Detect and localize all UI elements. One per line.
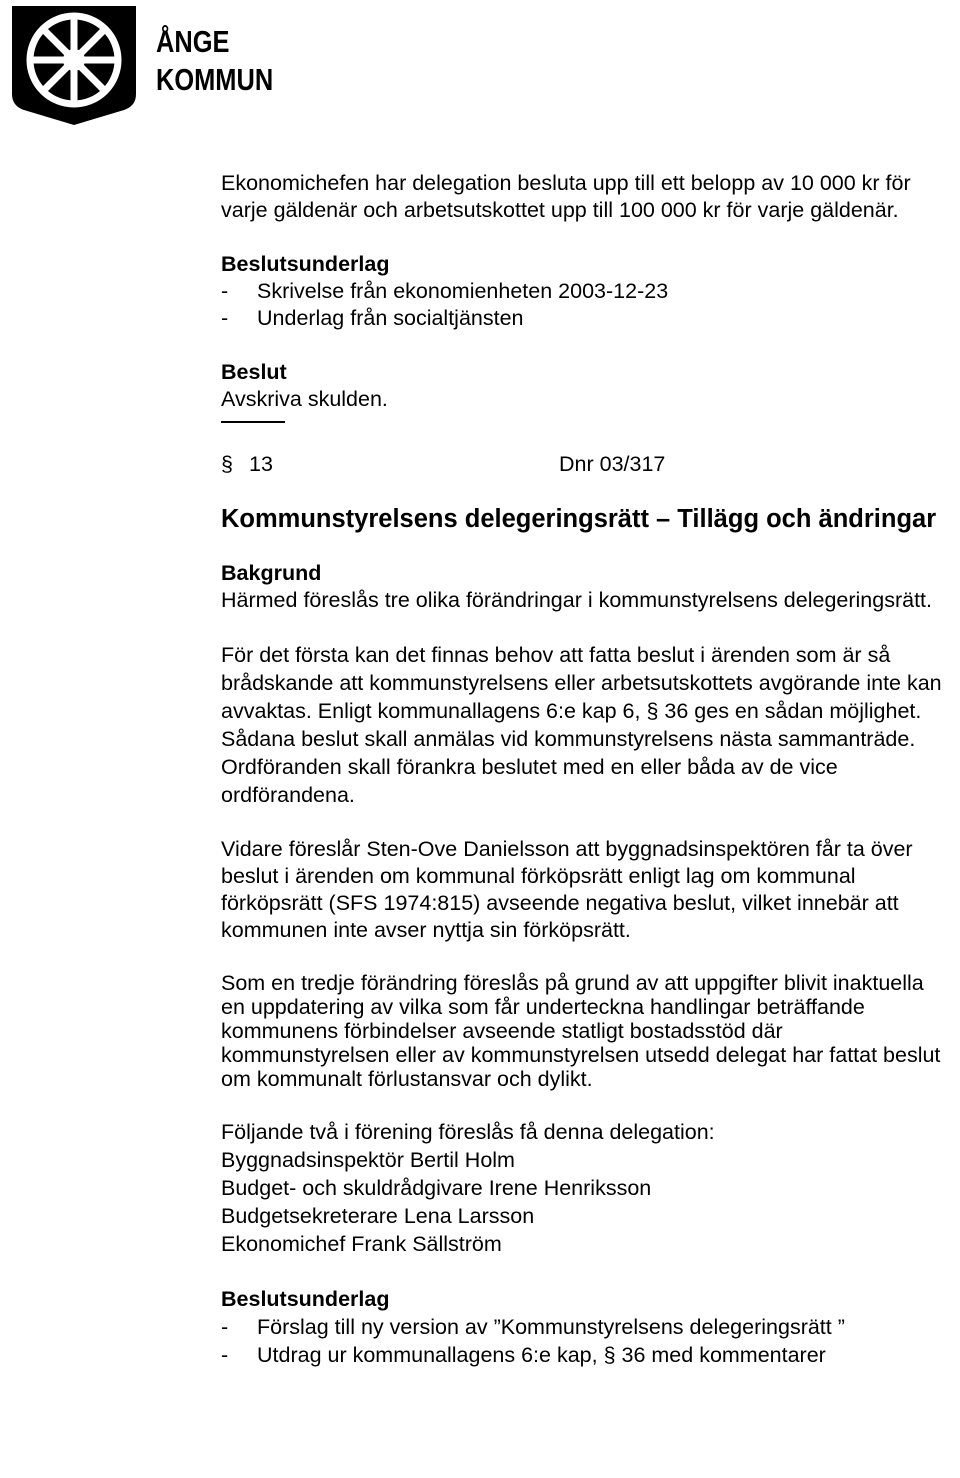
decision-basis-item-text: Skrivelse från ekonomienheten 2003-12-23: [257, 279, 669, 303]
delegate-name: Byggnadsinspektör Bertil Holm: [221, 1148, 515, 1172]
municipality-logo: [8, 2, 274, 127]
decision-basis-item: [221, 1341, 951, 1369]
background-text: Härmed föreslås tre olika förändringar i kommunstyrelsens delegeringsrätt.: [221, 588, 933, 612]
logo-text-line2: KOMMUN: [156, 62, 274, 97]
document-body: [221, 170, 951, 1369]
delegate-name: Budget- och skuldrådgivare Irene Henriksson: [221, 1176, 652, 1200]
decision-basis-item: [221, 1313, 951, 1341]
decision-basis-item-text: Utdrag ur kommunallagens 6:e kap, § 36 med kommentarer: [257, 1343, 826, 1367]
decision-basis-item-text: Förslag till ny version av ”Kommunstyrelsens delegeringsrätt ”: [257, 1315, 845, 1339]
wheel-emblem-icon: [8, 2, 148, 127]
second-change-paragraph: Vidare föreslår Sten-Ove Danielsson att byggnadsinspektören får ta över beslut i ärenden om kommunal förköpsrätt enligt lag om kommunal förköpsrätt (SFS 1974:815) avseende negativa beslut, vilket innebär att kommunen inte avser nyttja sin förköpsrätt.: [221, 837, 913, 942]
list-dash: -: [221, 1343, 229, 1367]
decision-basis-item-text: Underlag från socialtjänsten: [257, 306, 524, 330]
section-sign: §: [221, 452, 233, 476]
section-header: [221, 451, 951, 478]
decision-basis-heading: Beslutsunderlag: [221, 252, 390, 276]
background-heading: Bakgrund: [221, 561, 322, 585]
first-change-paragraph: För det första kan det finnas behov att fatta beslut i ärenden som är så brådskande att kommunstyrelsens eller arbetsutskottets avgörande inte kan avvaktas. Enligt kommunallagens 6:e kap 6, § 36 ges en sådan möjlighet. Sådana beslut skall anmälas vid kommunstyrelsens nästa sammanträde. Ordföranden skall förankra beslutet med en eller båda av de vice ordförandena.: [221, 643, 942, 807]
list-dash: -: [221, 1315, 229, 1339]
third-change-paragraph: Som en tredje förändring föreslås på grund av att uppgifter blivit inaktuella en uppdatering av vilka som får underteckna handlingar beträffande kommunens förbindelser avseende statligt bostadsstöd där kommunstyrelsen eller av kommunstyrelsen utsedd delegat har fattat beslut om kommunalt förlustansvar och dylikt.: [221, 971, 941, 1091]
decision-basis-item: [221, 278, 951, 305]
section-title: Kommunstyrelsens delegeringsrätt – Tillägg och ändringar: [221, 505, 937, 533]
logo-text-line1: ÅNGE: [156, 24, 230, 59]
section-divider: [221, 421, 285, 423]
delegation-intro: Följande två i förening föreslås få denna delegation:: [221, 1120, 715, 1144]
list-dash: -: [221, 279, 229, 303]
delegate-name: Ekonomichef Frank Sällström: [221, 1232, 502, 1256]
decision-basis-item: [221, 305, 951, 332]
diary-number: Dnr 03/317: [559, 452, 666, 476]
section-number: 13: [248, 452, 273, 476]
decision-text: Avskriva skulden.: [221, 387, 388, 411]
decision-basis-heading: Beslutsunderlag: [221, 1287, 390, 1311]
decision-heading: Beslut: [221, 360, 287, 384]
list-dash: -: [221, 306, 229, 330]
delegation-paragraph: Ekonomichefen har delegation besluta upp till ett belopp av 10 000 kr för varje gäldenär och arbetsutskottet upp till 100 000 kr för varje gäldenär.: [221, 171, 911, 222]
delegate-name: Budgetsekreterare Lena Larsson: [221, 1204, 535, 1228]
